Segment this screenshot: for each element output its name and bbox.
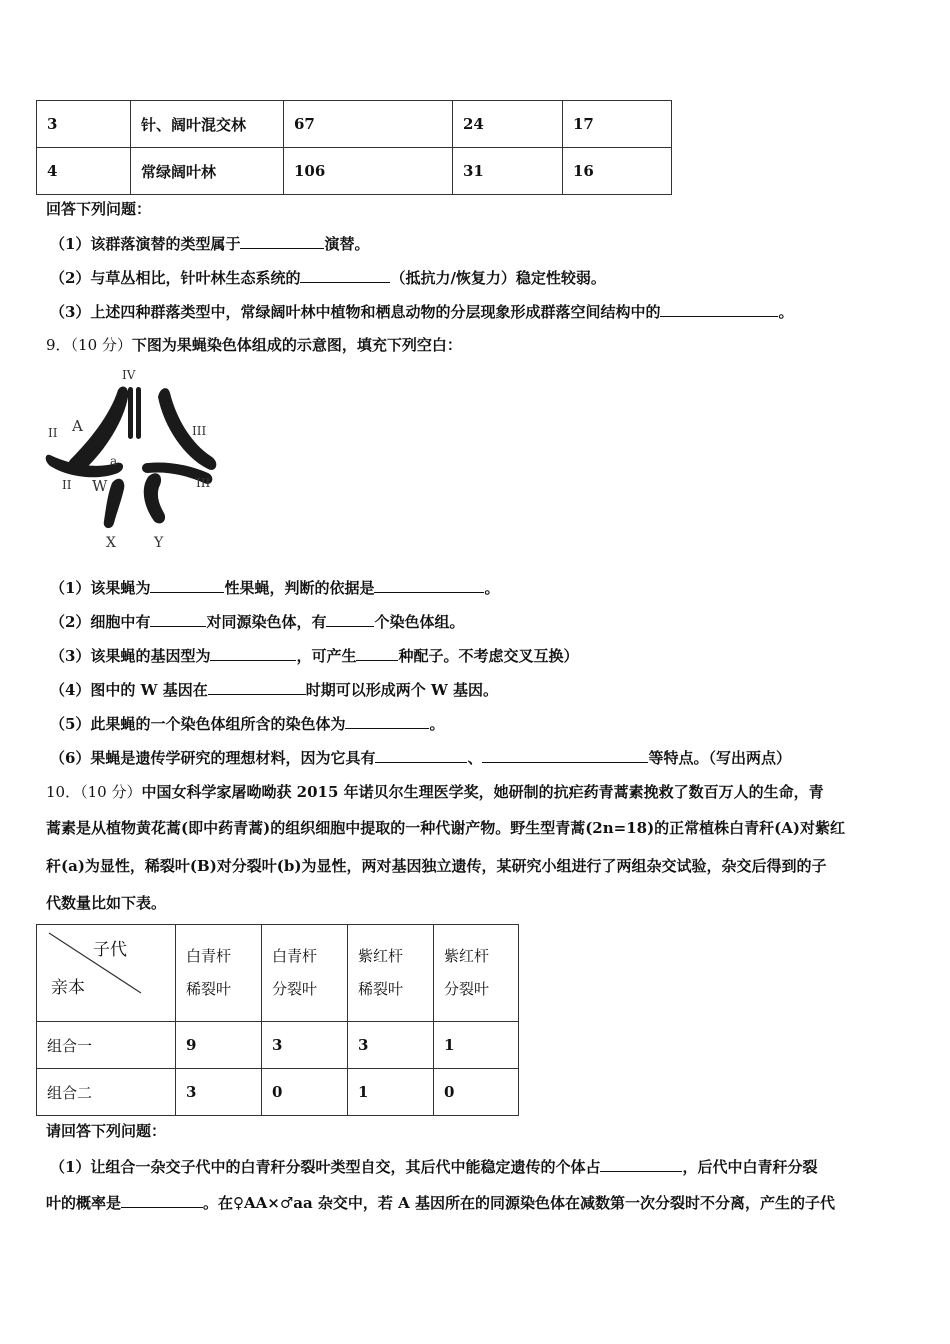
label-iii-bottom: III bbox=[196, 476, 211, 490]
header-cell: 紫红杆 稀裂叶 bbox=[348, 925, 434, 1022]
table-cell: 17 bbox=[563, 101, 672, 148]
table-row bbox=[37, 1022, 519, 1069]
q9-part4: （4）图中的 W 基因在 时期可以形成两个 W 基因。 bbox=[50, 681, 499, 699]
q9-part1: （1）该果蝇为 性果蝇，判断的依据是 。 bbox=[50, 579, 500, 597]
table-header-row bbox=[37, 925, 519, 1022]
table-cell: 67 bbox=[284, 101, 453, 148]
cross-table bbox=[36, 924, 519, 1116]
table-cell: 3 bbox=[37, 101, 131, 148]
label-iv: IV bbox=[122, 368, 136, 382]
q9-part3: （3）该果蝇的基因型为 ，可产生 种配子。不考虑交叉互换） bbox=[50, 647, 579, 665]
q10-line4: 代数量比如下表。 bbox=[46, 894, 167, 912]
table-cell: 常绿阔叶林 bbox=[131, 148, 284, 195]
label-Y: Y bbox=[154, 535, 164, 551]
chromosome-figure bbox=[40, 365, 230, 555]
table-cell: 1 bbox=[348, 1069, 434, 1116]
label-a: a bbox=[110, 454, 118, 468]
table-cell: 3 bbox=[176, 1069, 262, 1116]
chromosome-y bbox=[144, 473, 165, 523]
community-table bbox=[36, 100, 672, 195]
q10-part1-cont: 叶的概率是 。在♀AA×♂aa 杂交中，若 A 基因所在的同源染色体在减数第一次分裂时不分离，产生的子代 bbox=[46, 1194, 836, 1212]
row-label: 组合二 bbox=[37, 1069, 176, 1116]
row-label: 组合一 bbox=[37, 1022, 176, 1069]
q9-title: 9．（10 分）下图为果蝇染色体组成的示意图，填充下列空白： bbox=[46, 336, 462, 354]
label-W: W bbox=[92, 477, 108, 495]
q8-part3: （3）上述四种群落类型中，常绿阔叶林中植物和栖息动物的分层现象形成群落空间结构中的 。 bbox=[50, 303, 794, 321]
table-cell: 1 bbox=[434, 1022, 519, 1069]
q10-part1: （1）让组合一杂交子代中的白青秆分裂叶类型自交，其后代中能稳定遗传的个体占 ，后代中白青秆分裂 bbox=[50, 1158, 818, 1176]
table-row bbox=[37, 148, 672, 195]
corner-cell bbox=[37, 925, 176, 1022]
table-cell: 0 bbox=[434, 1069, 519, 1116]
q9-part6: （6）果蝇是遗传学研究的理想材料，因为它具有 、 等特点。（写出两点） bbox=[50, 749, 791, 767]
table-cell: 3 bbox=[262, 1022, 348, 1069]
corner-top-label: 子代 bbox=[93, 940, 127, 960]
table-cell: 0 bbox=[262, 1069, 348, 1116]
chromosome-iv-right bbox=[136, 387, 141, 439]
label-X: X bbox=[106, 535, 116, 551]
table-cell: 31 bbox=[453, 148, 563, 195]
q8-intro: 回答下列问题： bbox=[46, 200, 152, 218]
table-cell: 4 bbox=[37, 148, 131, 195]
label-ii-top: II bbox=[48, 426, 58, 440]
table-cell: 24 bbox=[453, 101, 563, 148]
q8-part1: （1）该群落演替的类型属于 演替。 bbox=[50, 235, 370, 253]
table-cell: 9 bbox=[176, 1022, 262, 1069]
chromosome-iii-right bbox=[158, 388, 216, 470]
table-row bbox=[37, 1069, 519, 1116]
header-cell: 白青杆 稀裂叶 bbox=[176, 925, 262, 1022]
header-cell: 白青杆 分裂叶 bbox=[262, 925, 348, 1022]
header-cell: 紫红杆 分裂叶 bbox=[434, 925, 519, 1022]
q9-part5: （5）此果蝇的一个染色体组所含的染色体为 。 bbox=[50, 715, 445, 733]
q10-line1: 10．（10 分）中国女科学家屠呦呦获 2015 年诺贝尔生理医学奖，她研制的抗疟药青蒿素挽救了数百万人的生命，青 bbox=[46, 783, 824, 801]
table-cell: 106 bbox=[284, 148, 453, 195]
label-ii-bottom: II bbox=[62, 478, 72, 492]
table-cell: 3 bbox=[348, 1022, 434, 1069]
q10-line2: 蒿素是从植物黄花蒿(即中药青蒿)的组织细胞中提取的一种代谢产物。野生型青蒿(2n=18)的正常植株白青秆(A)对紫红 bbox=[46, 819, 846, 837]
q10-ask: 请回答下列问题： bbox=[46, 1122, 167, 1140]
chromosome-iv-left bbox=[128, 387, 133, 439]
label-A: A bbox=[72, 417, 83, 435]
q10-line3: 秆(a)为显性，稀裂叶(B)对分裂叶(b)为显性，两对基因独立遗传，某研究小组进行了两组杂交试验，杂交后得到的子 bbox=[46, 857, 827, 875]
table-row bbox=[37, 101, 672, 148]
q8-part2: （2）与草丛相比，针叶林生态系统的 （抵抗力/恢复力）稳定性较弱。 bbox=[50, 269, 606, 287]
table-cell: 16 bbox=[563, 148, 672, 195]
q9-part2: （2）细胞中有 对同源染色体，有 个染色体组。 bbox=[50, 613, 465, 631]
table-cell: 针、阔叶混交林 bbox=[131, 101, 284, 148]
label-iii-top: III bbox=[192, 424, 207, 438]
corner-bottom-label: 亲本 bbox=[51, 978, 85, 998]
